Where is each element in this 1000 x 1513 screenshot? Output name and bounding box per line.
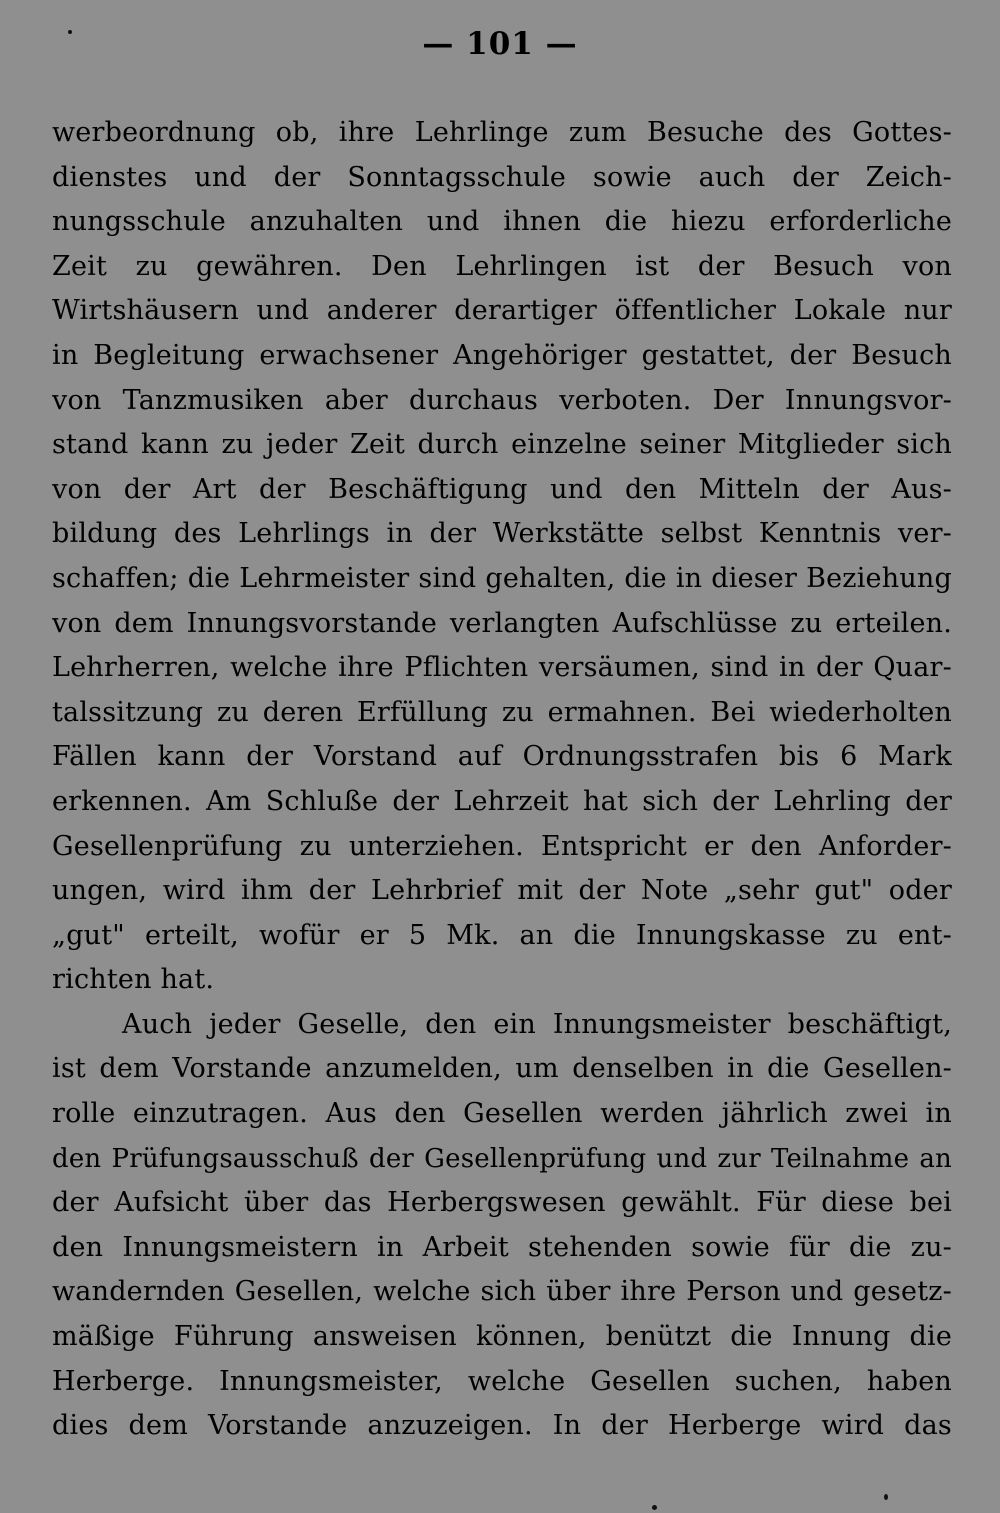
text-line: Herberge. Innungsmeister, welche Gesellen suchen, haben [52, 1365, 952, 1397]
text-line: den Prüfungsausschuß der Gesellenprüfung und zur Teilnahme an [52, 1143, 952, 1174]
text-line: stand kann zu jeder Zeit durch einzelne seiner Mitglieder sich [52, 429, 952, 461]
text-line: mäßige Führung answeisen können, benützt die Innung die [52, 1321, 952, 1353]
text-line: nungsschule anzuhalten und ihnen die hiezu erforderliche [52, 206, 952, 238]
print-speck [68, 30, 72, 34]
text-line: Wirtshäusern und anderer derartiger öffentlicher Lokale nur [52, 295, 952, 327]
print-speck [884, 1494, 888, 1500]
text-line: Lehrherren, welche ihre Pflichten versäumen, sind in der Quar- [52, 652, 952, 684]
text-line: ungen, wird ihm der Lehrbrief mit der Note „sehr gut" oder [52, 875, 952, 907]
text-line: von der Art der Beschäftigung und den Mitteln der Aus- [52, 473, 952, 505]
text-line: dies dem Vorstande anzuzeigen. In der Herberge wird das [52, 1410, 952, 1442]
text-line: dienstes und der Sonntagsschule sowie auch der Zeich- [52, 161, 952, 193]
text-line: den Innungsmeistern in Arbeit stehenden sowie für die zu- [52, 1231, 952, 1263]
text-line: richten hat. [52, 964, 215, 996]
text-line: Zeit zu gewähren. Den Lehrlingen ist der Besuch von [52, 250, 952, 282]
text-line: bildung des Lehrlings in der Werkstätte selbst Kenntnis ver- [52, 518, 952, 550]
text-line: Auch jeder Geselle, den ein Innungsmeister beschäftigt, [122, 1008, 952, 1040]
text-line: schaffen; die Lehrmeister sind gehalten, die in dieser Beziehung [52, 562, 952, 594]
text-line: wandernden Gesellen, welche sich über ihre Person und gesetz- [52, 1276, 952, 1308]
page-number: — 101 — [422, 26, 578, 62]
text-line: in Begleitung erwachsener Angehöriger gestattet, der Besuch [52, 339, 952, 371]
text-line: von dem Innungsvorstande verlangten Aufschlüsse zu erteilen. [52, 607, 952, 639]
text-line: ist dem Vorstande anzumelden, um denselben in die Gesellen- [52, 1053, 952, 1085]
print-speck [652, 1505, 657, 1510]
text-line: rolle einzutragen. Aus den Gesellen werden jährlich zwei in [52, 1098, 952, 1130]
text-line: talssitzung zu deren Erfüllung zu ermahnen. Bei wiederholten [52, 696, 952, 728]
text-line: werbeordnung ob, ihre Lehrlinge zum Besuche des Gottes- [52, 117, 952, 148]
body-text [52, 111, 952, 1449]
text-line: Gesellenprüfung zu unterziehen. Entspricht er den Anforder- [52, 830, 952, 862]
text-line: von Tanzmusiken aber durchaus verboten. Der Innungsvor- [52, 384, 952, 416]
text-line: Fällen kann der Vorstand auf Ordnungsstrafen bis 6 Mark [52, 741, 952, 773]
text-line: „gut" erteilt, wofür er 5 Mk. an die Innungskasse zu ent- [52, 919, 952, 951]
text-line: erkennen. Am Schluße der Lehrzeit hat sich der Lehrling der [52, 785, 952, 817]
text-line: der Aufsicht über das Herbergswesen gewählt. Für diese bei [52, 1187, 952, 1219]
